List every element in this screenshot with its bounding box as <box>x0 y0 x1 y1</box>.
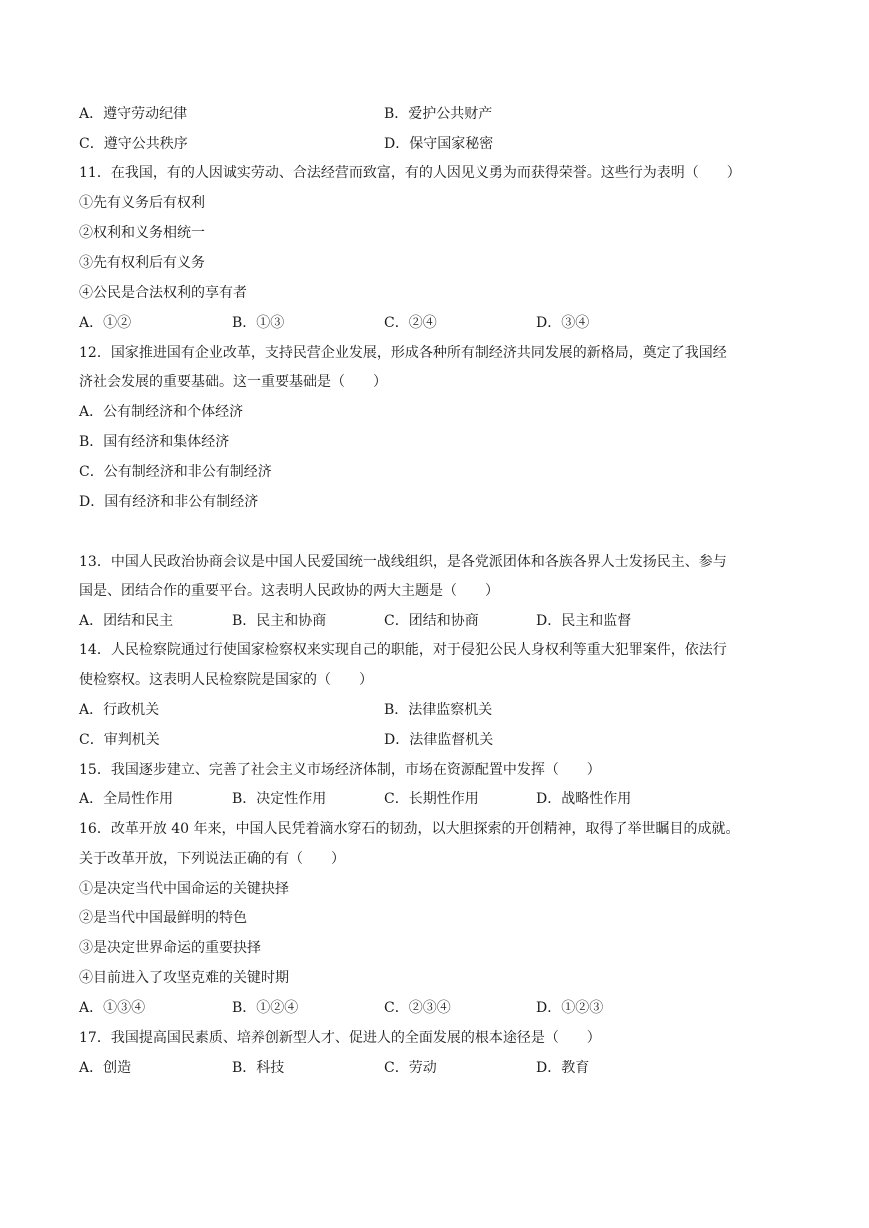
q11-item-2: ②权利和义务相统一 <box>79 225 205 241</box>
q16-option-c: C．②③④ <box>384 1000 451 1016</box>
q15-option-d: D．战略性作用 <box>536 791 632 807</box>
q11-options <box>79 313 829 333</box>
q12-option-a: A．公有制经济和个体经济 <box>79 404 244 420</box>
q14-option-d: D．法律监督机关 <box>384 732 494 748</box>
q16-item-4: ④目前进入了攻坚克难的关键时期 <box>79 970 289 986</box>
q17-option-b: B．科技 <box>232 1060 285 1076</box>
q11-option-d: D．③④ <box>536 315 590 331</box>
q14-option-c: C．审判机关 <box>79 732 160 748</box>
q13-stem-line-1: 13．中国人民政治协商会议是中国人民爱国统一战线组织，是各党派团体和各族各界人士发扬民主、参与 <box>79 554 727 570</box>
q15-option-c: C．长期性作用 <box>384 791 479 807</box>
q14-options-row-2 <box>79 730 829 750</box>
q15-option-b: B．决定性作用 <box>232 791 327 807</box>
q14-stem-line-2: 使检察权。这表明人民检察院是国家的（ ） <box>79 672 373 688</box>
q10-options-row-2 <box>79 134 829 154</box>
q17-option-c: C．劳动 <box>384 1060 437 1076</box>
q16-option-a: A．①③④ <box>79 1000 146 1016</box>
q11-item-4: ④公民是合法权利的享有者 <box>79 285 247 301</box>
q16-option-d: D．①②③ <box>536 1000 604 1016</box>
q16-option-b: B．①②④ <box>232 1000 299 1016</box>
q10-option-a: A．遵守劳动纪律 <box>79 106 188 122</box>
q13-options <box>79 611 829 631</box>
q10-option-d: D．保守国家秘密 <box>384 136 494 152</box>
q13-option-a: A．团结和民主 <box>79 613 174 629</box>
q10-options-row-1 <box>79 104 829 124</box>
q15-options <box>79 789 829 809</box>
q11-item-1: ①先有义务后有权利 <box>79 195 205 211</box>
q13-option-d: D．民主和监督 <box>536 613 632 629</box>
q15-option-a: A．全局性作用 <box>79 791 174 807</box>
q13-stem-line-2: 国是、团结合作的重要平台。这表明人民政协的两大主题是（ ） <box>79 583 499 599</box>
q17-stem: 17．我国提高国民素质、培养创新型人才、促进人的全面发展的根本途径是（ ） <box>79 1030 601 1046</box>
q12-stem-line-2: 济社会发展的重要基础。这一重要基础是（ ） <box>79 374 387 390</box>
q11-option-b: B．①③ <box>232 315 285 331</box>
q16-item-3: ③是决定世界命运的重要抉择 <box>79 940 261 956</box>
q16-stem-line-1: 16．改革开放 40 年来，中国人民凭着滴水穿石的韧劲，以大胆探索的开创精神，取得了举世瞩目的成就。 <box>79 821 740 837</box>
q12-option-b: B．国有经济和集体经济 <box>79 434 230 450</box>
q16-options <box>79 998 829 1018</box>
q14-stem-line-1: 14．人民检察院通过行使国家检察权来实现自己的职能，对于侵犯公民人身权利等重大犯罪案件，依法行 <box>79 642 727 658</box>
q15-stem: 15．我国逐步建立、完善了社会主义市场经济体制，市场在资源配置中发挥（ ） <box>79 762 601 778</box>
q11-option-c: C．②④ <box>384 315 437 331</box>
q17-option-a: A．创造 <box>79 1060 132 1076</box>
q17-options <box>79 1058 829 1078</box>
q14-options-row-1 <box>79 700 829 720</box>
q11-option-a: A．①② <box>79 315 132 331</box>
q10-option-c: C．遵守公共秩序 <box>79 136 188 152</box>
q13-option-c: C．团结和协商 <box>384 613 479 629</box>
q14-option-a: A．行政机关 <box>79 702 160 718</box>
q16-item-2: ②是当代中国最鲜明的特色 <box>79 910 247 926</box>
q12-stem-line-1: 12．国家推进国有企业改革，支持民营企业发展，形成各种所有制经济共同发展的新格局，奠定了我国经 <box>79 345 727 361</box>
q16-item-1: ①是决定当代中国命运的关键抉择 <box>79 881 289 897</box>
q13-option-b: B．民主和协商 <box>232 613 327 629</box>
q10-option-b: B．爱护公共财产 <box>384 106 493 122</box>
q17-option-d: D．教育 <box>536 1060 590 1076</box>
q12-option-c: C．公有制经济和非公有制经济 <box>79 464 272 480</box>
q11-item-3: ③先有权利后有义务 <box>79 255 205 271</box>
q16-stem-line-2: 关于改革开放，下列说法正确的有（ ） <box>79 851 345 867</box>
q12-option-d: D．国有经济和非公有制经济 <box>79 494 259 510</box>
q14-option-b: B．法律监察机关 <box>384 702 493 718</box>
q11-stem: 11．在我国，有的人因诚实劳动、合法经营而致富，有的人因见义勇为而获得荣誉。这些行为表明（ ） <box>79 165 741 181</box>
